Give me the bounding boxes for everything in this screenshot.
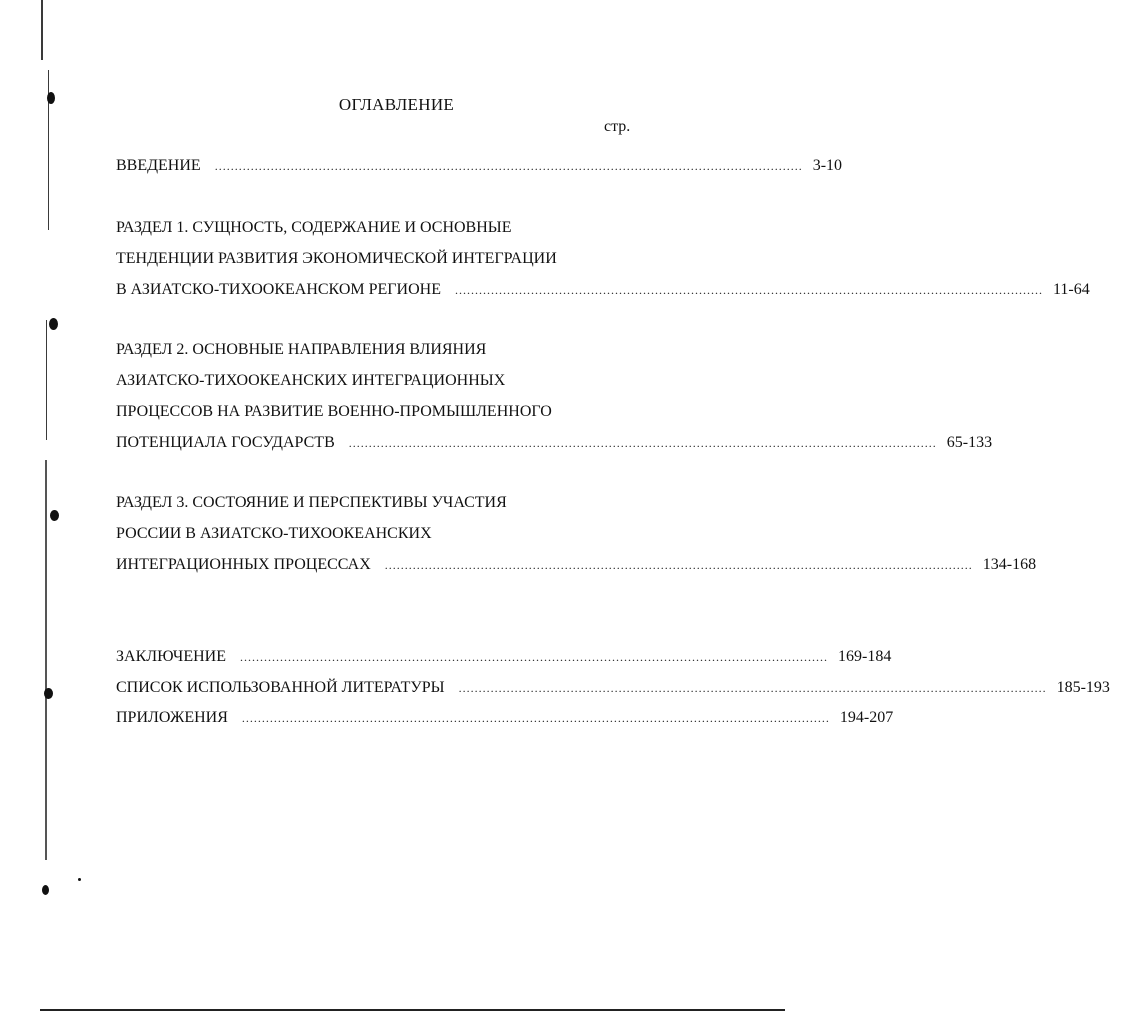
page-column-label: стр. xyxy=(604,118,631,135)
dot-leader: ................................................................................................................................................... xyxy=(348,436,937,450)
toc-entry-section-1 xyxy=(116,212,1090,305)
toc-entry-page: 134-168 xyxy=(982,556,1037,573)
toc-entry-appendices xyxy=(116,702,894,733)
toc-entry-title-line: РОССИИ В АЗИАТСКО-ТИХООКЕАНСКИХ xyxy=(116,525,432,542)
toc-entry-title-line: ИНТЕГРАЦИОННЫХ ПРОЦЕССАХ xyxy=(116,556,371,573)
dot-leader: ................................................................................................................................................... xyxy=(454,283,1043,297)
toc-entry-title-line: ПРОЦЕССОВ НА РАЗВИТИЕ ВОЕННО-ПРОМЫШЛЕННОГО xyxy=(116,403,552,420)
toc-entry-page: 194-207 xyxy=(839,709,894,726)
dot-leader: ................................................................................................................................................... xyxy=(214,159,803,173)
toc-entry-page: 169-184 xyxy=(837,648,892,665)
toc-entry-title: ЗАКЛЮЧЕНИЕ xyxy=(116,648,226,665)
scan-blot xyxy=(49,318,58,330)
toc-entry-section-3 xyxy=(116,487,1037,580)
toc-entry-bibliography xyxy=(116,672,1110,703)
scan-blot xyxy=(50,510,59,521)
toc-line xyxy=(116,672,1110,703)
toc-entry-conclusion xyxy=(116,641,892,672)
toc-entry-title-line: РАЗДЕЛ 2. ОСНОВНЫЕ НАПРАВЛЕНИЯ ВЛИЯНИЯ xyxy=(116,341,487,358)
toc-entry-title-line: ТЕНДЕНЦИИ РАЗВИТИЯ ЭКОНОМИЧЕСКОЙ ИНТЕГРАЦИИ xyxy=(116,250,557,267)
scan-blot xyxy=(42,885,49,895)
scan-bottom-edge xyxy=(40,1009,785,1011)
toc-line xyxy=(116,150,843,181)
scan-blot xyxy=(78,878,81,881)
scan-blot xyxy=(44,688,53,699)
toc-entry-title: СПИСОК ИСПОЛЬЗОВАННОЙ ЛИТЕРАТУРЫ xyxy=(116,679,445,696)
toc-entry-title: ПРИЛОЖЕНИЯ xyxy=(116,709,228,726)
toc-entry-title-line: ПОТЕНЦИАЛА ГОСУДАРСТВ xyxy=(116,434,335,451)
toc-line xyxy=(116,549,1037,580)
toc-line xyxy=(116,427,993,458)
scan-edge-line xyxy=(45,460,47,860)
toc-line xyxy=(116,702,894,733)
page-title: ОГЛАВЛЕНИЕ xyxy=(338,95,455,114)
toc-entry-title-line: АЗИАТСКО-ТИХООКЕАНСКИХ ИНТЕГРАЦИОННЫХ xyxy=(116,372,506,389)
dot-leader: ................................................................................................................................................... xyxy=(458,681,1047,695)
toc-entry-page: 185-193 xyxy=(1056,679,1110,696)
scan-edge-line xyxy=(46,320,47,440)
toc-entry-title-line: РАЗДЕЛ 1. СУЩНОСТЬ, СОДЕРЖАНИЕ И ОСНОВНЫЕ xyxy=(116,219,512,236)
toc-line xyxy=(116,274,1090,305)
toc-entry-introduction xyxy=(116,150,843,181)
dot-leader: ................................................................................................................................................... xyxy=(384,558,973,572)
toc-entry-title-line: В АЗИАТСКО-ТИХООКЕАНСКОМ РЕГИОНЕ xyxy=(116,281,441,298)
toc-entry-title-line: РАЗДЕЛ 3. СОСТОЯНИЕ И ПЕРСПЕКТИВЫ УЧАСТИЯ xyxy=(116,494,507,511)
toc-entry-title: ВВЕДЕНИЕ xyxy=(116,157,201,174)
toc-entry-page: 65-133 xyxy=(946,434,993,451)
toc-entry-section-2 xyxy=(116,334,993,458)
dot-leader: ................................................................................................................................................... xyxy=(239,650,828,664)
toc-line xyxy=(116,641,892,672)
toc-entry-page: 3-10 xyxy=(812,157,843,174)
toc-entry-page: 11-64 xyxy=(1052,281,1090,298)
scan-edge-line xyxy=(41,0,43,60)
dot-leader: ................................................................................................................................................... xyxy=(241,711,830,725)
